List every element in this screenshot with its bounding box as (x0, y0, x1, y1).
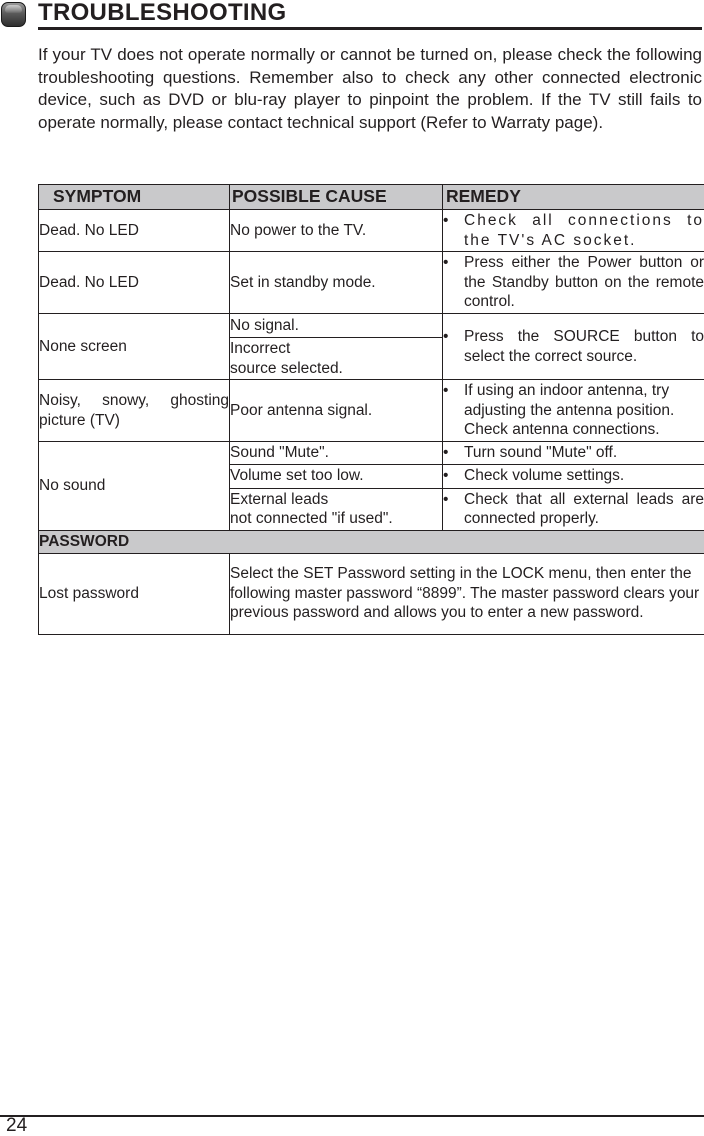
table-row (39, 314, 704, 338)
remedy-cell (443, 252, 704, 314)
cause-line: Incorrect (230, 339, 442, 359)
symptom-cell: Lost password (39, 553, 230, 634)
bullet: • (443, 211, 464, 250)
remedy-cell: Select the SET Password setting in the LOCK menu, then enter the following master password “8899”. The master password clears your previous password and allows you to enter a new password. (230, 553, 704, 634)
remedy-text: Check that all external leads are connected properly. (464, 490, 704, 529)
page-header (0, 0, 704, 30)
remedy-cell (443, 442, 704, 465)
page-title: TROUBLESHOOTING (38, 0, 287, 27)
table-row (39, 553, 704, 634)
remedy-cell (443, 488, 704, 530)
remedy-text: Press the SOURCE button to select the correct source. (464, 327, 704, 366)
remedy-text: Check volume settings. (464, 466, 704, 486)
footer-rule (0, 1115, 704, 1117)
cause-cell (230, 338, 443, 380)
title-underline (38, 27, 702, 30)
cause-cell: No power to the TV. (230, 210, 443, 252)
header-symptom: SYMPTOM (39, 185, 230, 210)
bullet: • (443, 381, 464, 440)
header-remedy: REMEDY (443, 185, 704, 210)
table-row (39, 252, 704, 314)
password-section-row (39, 530, 704, 553)
table-row (39, 442, 704, 465)
table-row (39, 210, 704, 252)
cause-line: source selected. (230, 359, 442, 379)
bullet: • (443, 490, 464, 529)
troubleshooting-table (38, 184, 704, 635)
remedy-text: Check all connections to the TV's AC socket. (464, 211, 704, 250)
cause-cell: No signal. (230, 314, 443, 338)
remedy-text: Turn sound "Mute" off. (464, 443, 704, 463)
table-row (39, 380, 704, 442)
symptom-cell: Dead. No LED (39, 252, 230, 314)
bullet: • (443, 253, 464, 312)
symptom-cell: Dead. No LED (39, 210, 230, 252)
intro-paragraph: If your TV does not operate normally or cannot be turned on, please check the following troubleshooting questions. Remember also to check any other connected electronic device, such as DVD or blu-ray player to pinpoint the problem. If the TV still fails to operate normally, please contact technical support (Refer to Warraty page). (38, 44, 702, 134)
symptom-cell: Noisy, snowy, ghosting picture (TV) (39, 380, 230, 442)
remedy-cell (443, 380, 704, 442)
symptom-cell: No sound (39, 442, 230, 531)
cause-cell: Poor antenna signal. (230, 380, 443, 442)
bullet: • (443, 443, 464, 463)
table-header-row (39, 185, 704, 210)
cause-cell: Volume set too low. (230, 464, 443, 488)
page-number: 24 (6, 1116, 27, 1136)
cause-cell: Sound "Mute". (230, 442, 443, 465)
section-bullet-icon (1, 2, 26, 27)
remedy-text: If using an indoor antenna, try adjusting the antenna position. Check antenna connections. (464, 381, 704, 440)
cause-cell: Set in standby mode. (230, 252, 443, 314)
remedy-cell (443, 210, 704, 252)
password-section-label: PASSWORD (39, 530, 704, 553)
header-possible-cause: POSSIBLE CAUSE (230, 185, 443, 210)
bullet: • (443, 466, 464, 486)
remedy-cell (443, 314, 704, 380)
cause-line: not connected "if used". (230, 509, 442, 529)
symptom-cell: None screen (39, 314, 230, 380)
cause-line: External leads (230, 490, 442, 510)
cause-cell (230, 488, 443, 530)
remedy-text: Press either the Power button or the Standby button on the remote control. (464, 253, 704, 312)
bullet: • (443, 327, 464, 366)
remedy-cell (443, 464, 704, 488)
